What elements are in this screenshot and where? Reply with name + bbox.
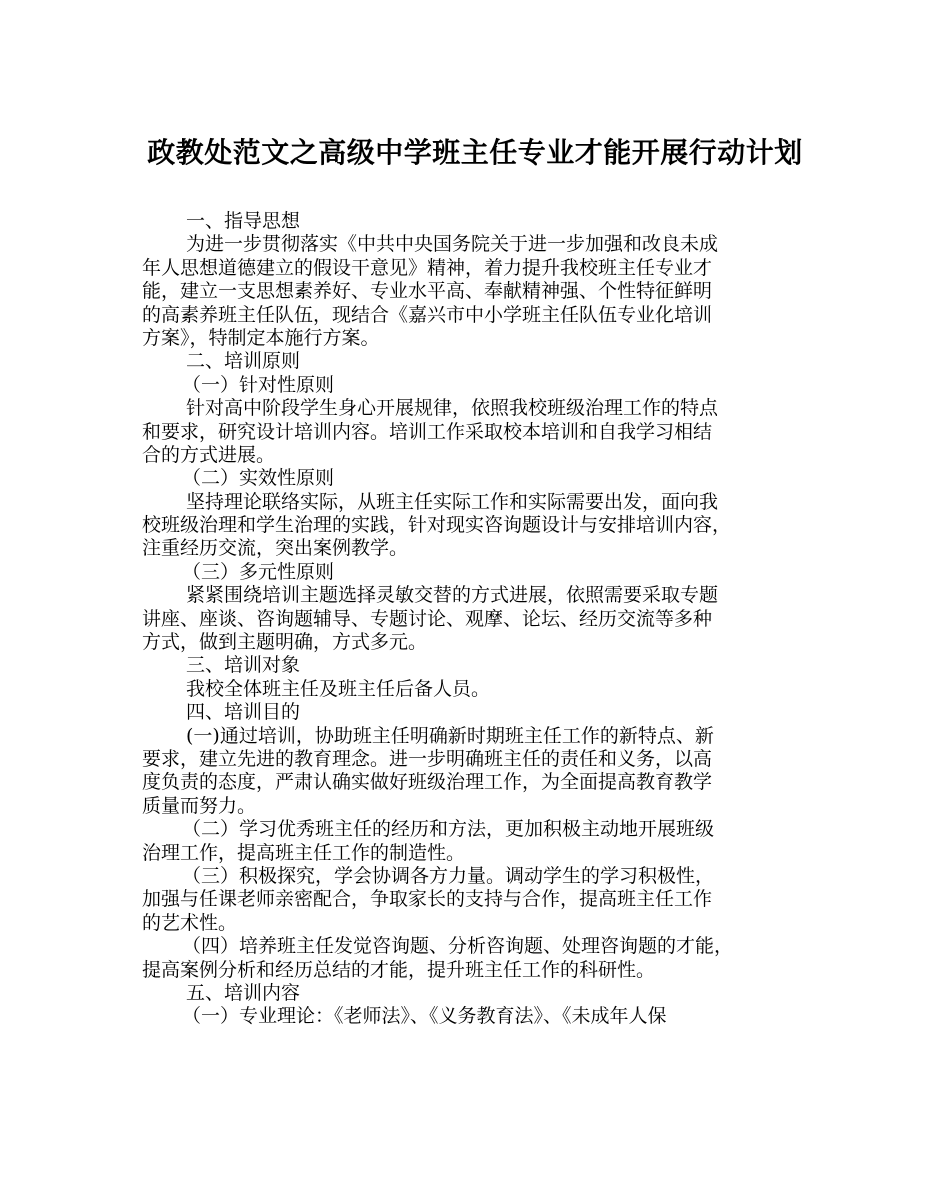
text-line: 度负责的态度，严肃认确实做好班级治理工作，为全面提高教育教学 — [142, 771, 713, 794]
text-line: （二）学习优秀班主任的经历和方法，更加积极主动地开展班级 — [182, 818, 715, 841]
text-line: (一)通过培训，协助班主任明确新时期班主任工作的新特点、新 — [186, 724, 714, 747]
text-line: 针对高中阶段学生身心开展规律，依照我校班级治理工作的特点 — [186, 397, 719, 420]
text-line: 五、培训内容 — [186, 981, 301, 1004]
text-line: 要求，建立先进的教育理念。进一步明确班主任的责任和义务，以高 — [142, 747, 713, 770]
text-line: （三）多元性原则 — [182, 560, 335, 583]
text-line: （四）培养班主任发觉咨询题、分析咨询题、处理咨询题的才能， — [182, 935, 734, 958]
text-line: 坚持理论联络实际，从班主任实际工作和实际需要出发，面向我 — [186, 490, 719, 513]
text-line: 的高素养班主任队伍，现结合《嘉兴市中小学班主任队伍专业化培训 — [142, 303, 713, 326]
page-title: 政教处范文之高级中学班主任专业才能开展行动计划 — [147, 136, 803, 169]
text-line: 校班级治理和学生治理的实践，针对现实咨询题设计与安排培训内容， — [142, 514, 732, 537]
text-line: 我校全体班主任及班主任后备人员。 — [186, 677, 491, 700]
text-line: 提高案例分析和经历总结的才能，提升班主任工作的科研性。 — [142, 958, 656, 981]
text-line: （一）针对性原则 — [182, 373, 335, 396]
text-line: 方式，做到主题明确，方式多元。 — [142, 631, 428, 654]
text-line: 紧紧围绕培训主题选择灵敏交替的方式进展，依照需要采取专题 — [186, 584, 719, 607]
text-line: 和要求，研究设计培训内容。培训工作采取校本培训和自我学习相结 — [142, 420, 713, 443]
text-line: 讲座、座谈、咨询题辅导、专题讨论、观摩、论坛、经历交流等多种 — [142, 607, 713, 630]
text-line: 治理工作，提高班主任工作的制造性。 — [142, 841, 466, 864]
text-line: 的艺术性。 — [142, 911, 238, 934]
text-line: 一、指导思想 — [186, 210, 301, 232]
text-line: 三、培训对象 — [186, 654, 301, 677]
text-line: 能，建立一支思想素养好、专业水平高、奉献精神强、个性特征鲜明 — [142, 280, 713, 303]
text-line: 加强与任课老师亲密配合，争取家长的支持与合作，提高班主任工作 — [142, 888, 713, 911]
text-line: （一）专业理论：《老师法》、《义务教育法》、《未成年人保 — [182, 1005, 667, 1028]
text-line: 年人思想道德建立的假设干意见》精神，着力提升我校班主任专业才 — [142, 256, 713, 279]
text-line: 方案》，特制定本施行方案。 — [142, 326, 380, 349]
text-line: （二）实效性原则 — [182, 467, 335, 490]
text-line: 四、培训目的 — [186, 701, 301, 724]
text-line: 质量而努力。 — [142, 794, 257, 817]
text-line: 合的方式进展。 — [142, 443, 276, 466]
document-body — [142, 210, 832, 1029]
text-line: 注重经历交流，突出案例教学。 — [142, 537, 409, 560]
text-line: （三）积极探究，学会协调各方力量。调动学生的学习积极性， — [182, 864, 715, 887]
text-line: 为进一步贯彻落实《中共中央国务院关于进一步加强和改良未成 — [186, 233, 719, 256]
text-line: 二、培训原则 — [186, 350, 301, 373]
